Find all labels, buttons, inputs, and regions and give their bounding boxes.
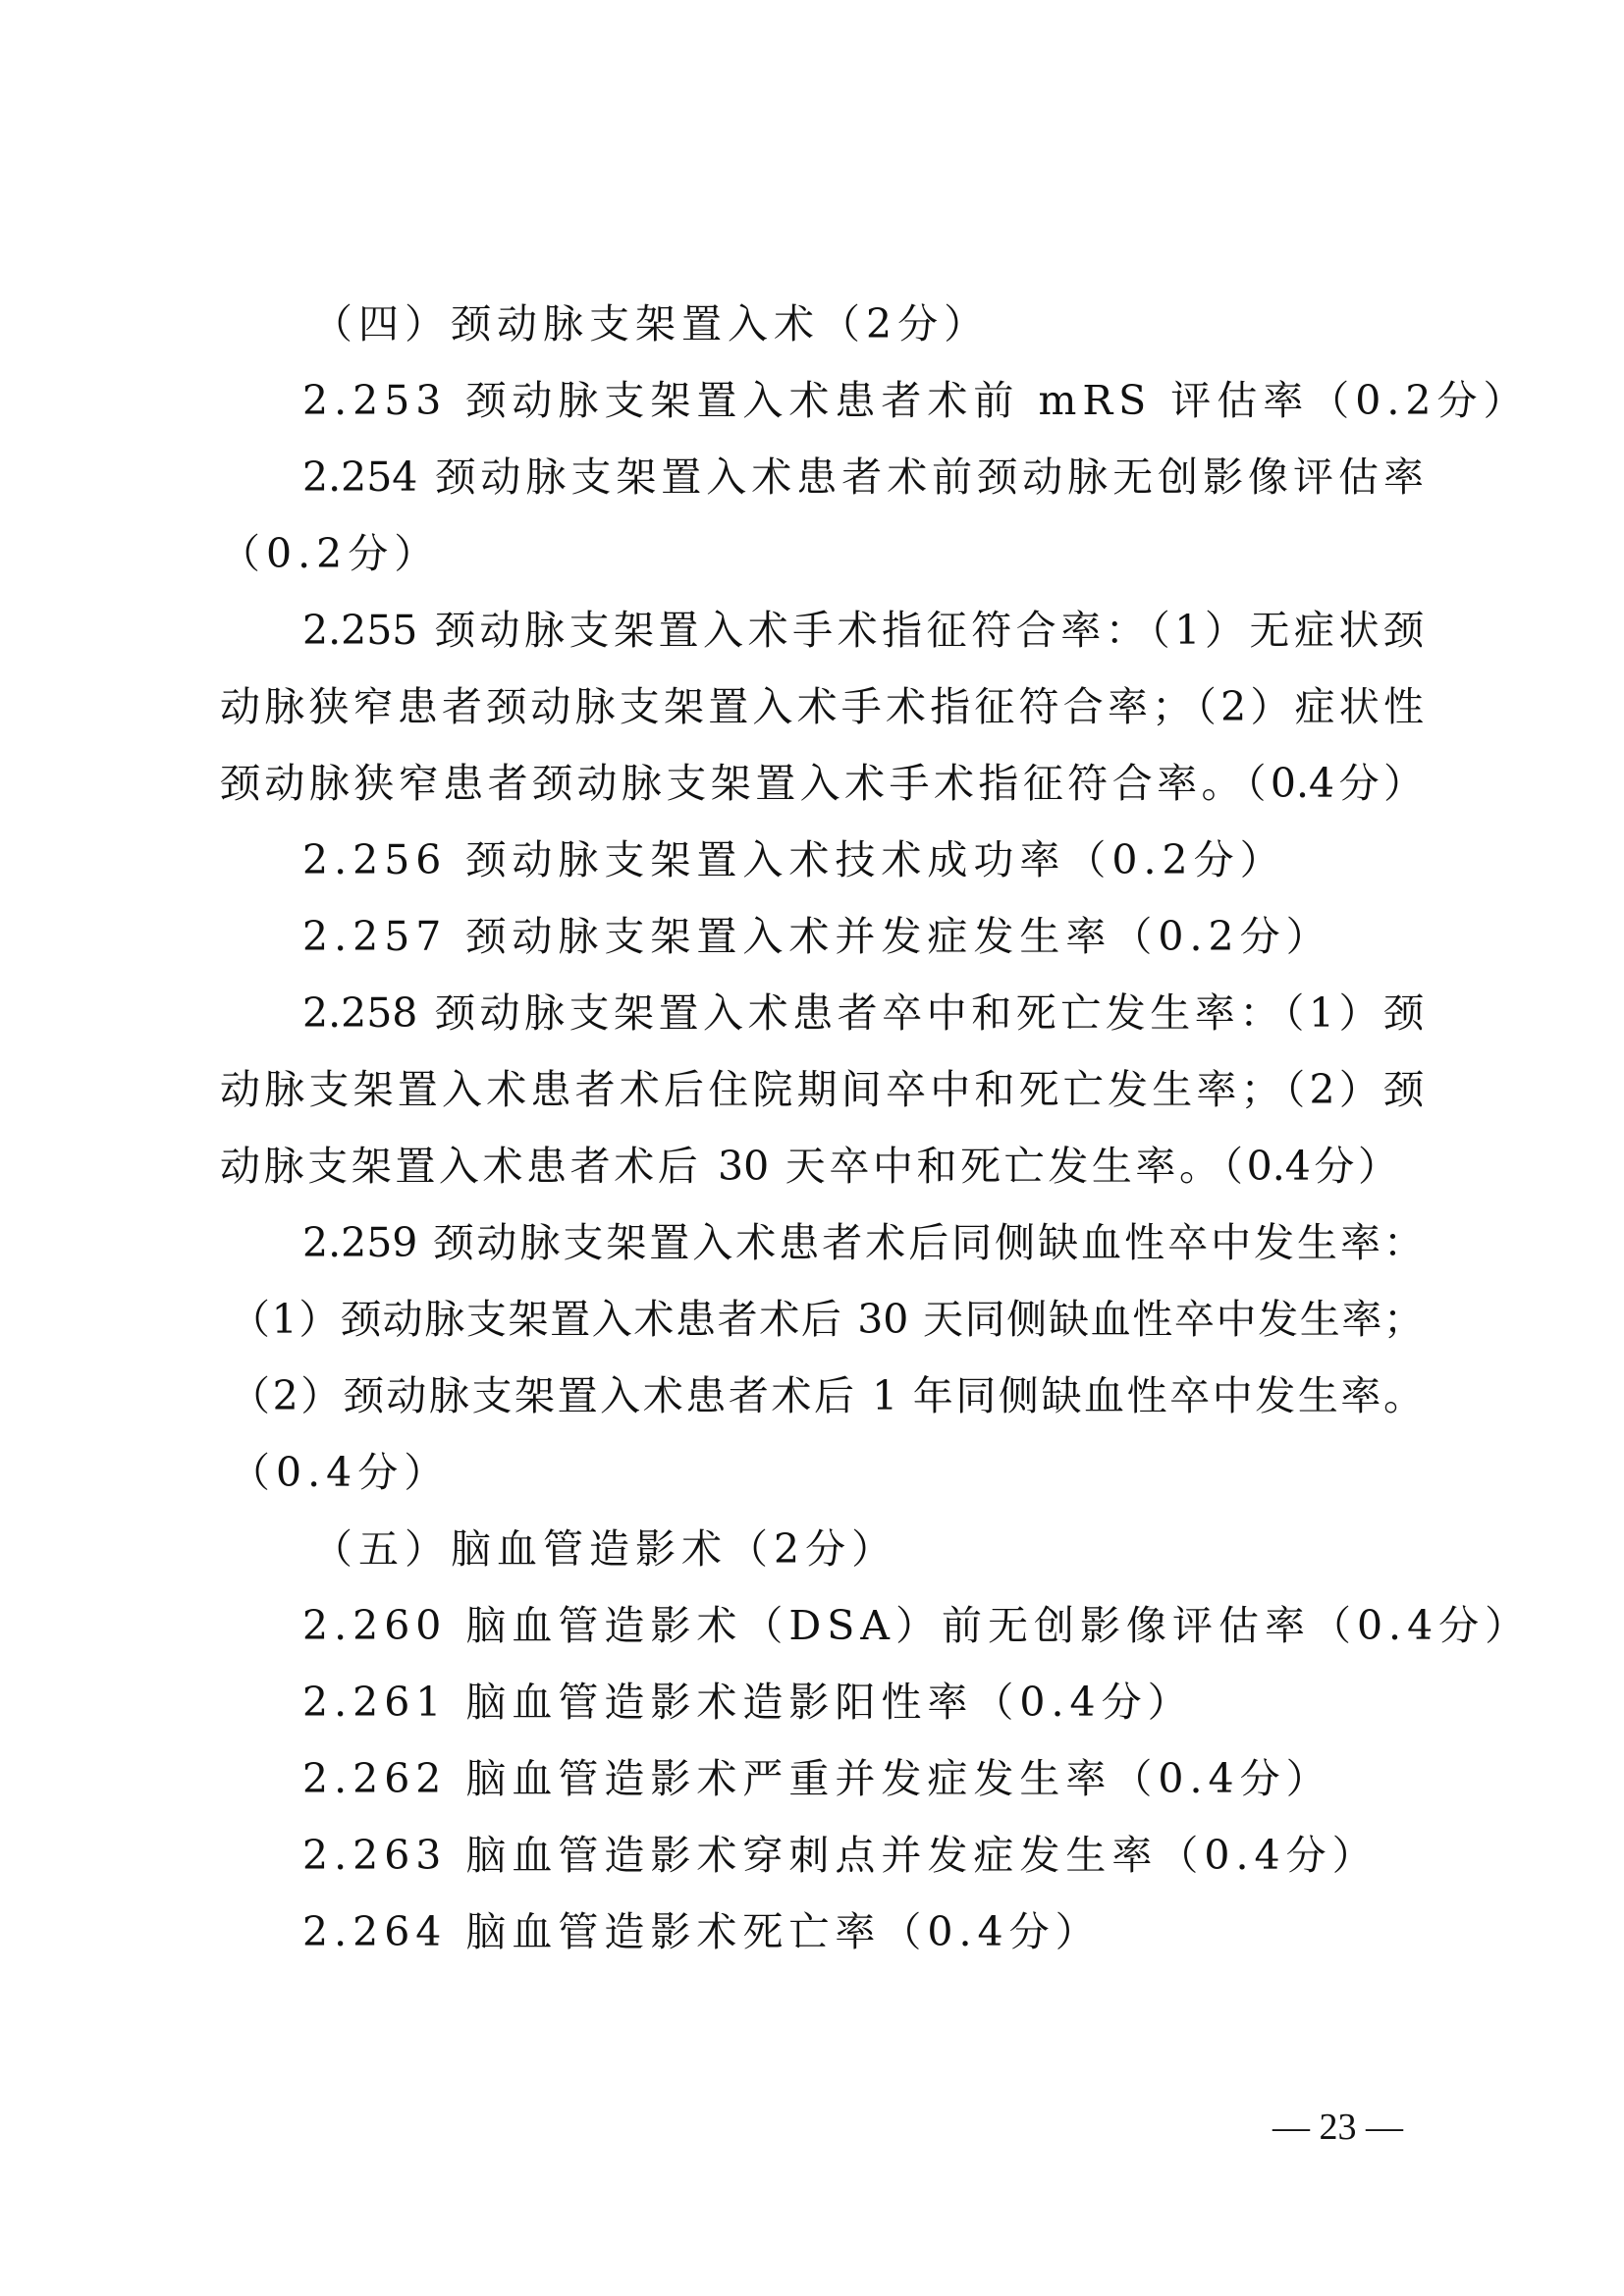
item-2-254-line-1: 2.254 颈动脉支架置入术患者术前颈动脉无创影像评估率: [302, 454, 1424, 501]
item-2-253: 2.253 颈动脉支架置入术患者术前 mRS 评估率（0.2分）: [302, 377, 1530, 424]
item-2-255-line-1: 2.255 颈动脉支架置入术手术指征符合率：（1）无症状颈: [302, 607, 1424, 654]
section-heading-5: （五）脑血管造影术（2分）: [312, 1525, 898, 1573]
item-2-255-line-2: 动脉狭窄患者颈动脉支架置入术手术指征符合率；（2）症状性: [220, 683, 1424, 730]
item-2-259-line-3: （2）颈动脉支架置入术患者术后 1 年同侧缺血性卒中发生率。: [230, 1372, 1424, 1419]
item-2-259-line-2: （1）颈动脉支架置入术患者术后 30 天同侧缺血性卒中发生率；: [230, 1296, 1424, 1343]
section-heading-4: （四）颈动脉支架置入术（2分）: [312, 300, 991, 347]
page-number: — 23 —: [1272, 2107, 1403, 2148]
item-2-259-line-4: （0.4分）: [230, 1449, 451, 1496]
item-2-254-line-2: （0.2分）: [220, 530, 441, 577]
item-2-255-line-3: 颈动脉狭窄患者颈动脉支架置入术手术指征符合率。（0.4分）: [220, 760, 1424, 807]
item-2-262: 2.262 脑血管造影术严重并发症发生率（0.4分）: [302, 1755, 1332, 1802]
item-2-258-line-2: 动脉支架置入术患者术后住院期间卒中和死亡发生率；（2）颈: [220, 1066, 1424, 1113]
item-2-263: 2.263 脑血管造影术穿刺点并发症发生率（0.4分）: [302, 1832, 1379, 1879]
item-2-256: 2.256 颈动脉支架置入术技术成功率（0.2分）: [302, 836, 1286, 883]
item-2-258-line-3: 动脉支架置入术患者术后 30 天卒中和死亡发生率。（0.4分）: [220, 1143, 1398, 1190]
item-2-264: 2.264 脑血管造影术死亡率（0.4分）: [302, 1908, 1102, 1955]
item-2-260: 2.260 脑血管造影术（DSA）前无创影像评估率（0.4分）: [302, 1602, 1532, 1649]
item-2-257: 2.257 颈动脉支架置入术并发症发生率（0.2分）: [302, 913, 1332, 960]
item-2-259-line-1: 2.259 颈动脉支架置入术患者术后同侧缺血性卒中发生率：: [302, 1219, 1424, 1266]
item-2-261: 2.261 脑血管造影术造影阳性率（0.4分）: [302, 1679, 1194, 1726]
item-2-258-line-1: 2.258 颈动脉支架置入术患者卒中和死亡发生率：（1）颈: [302, 989, 1424, 1037]
